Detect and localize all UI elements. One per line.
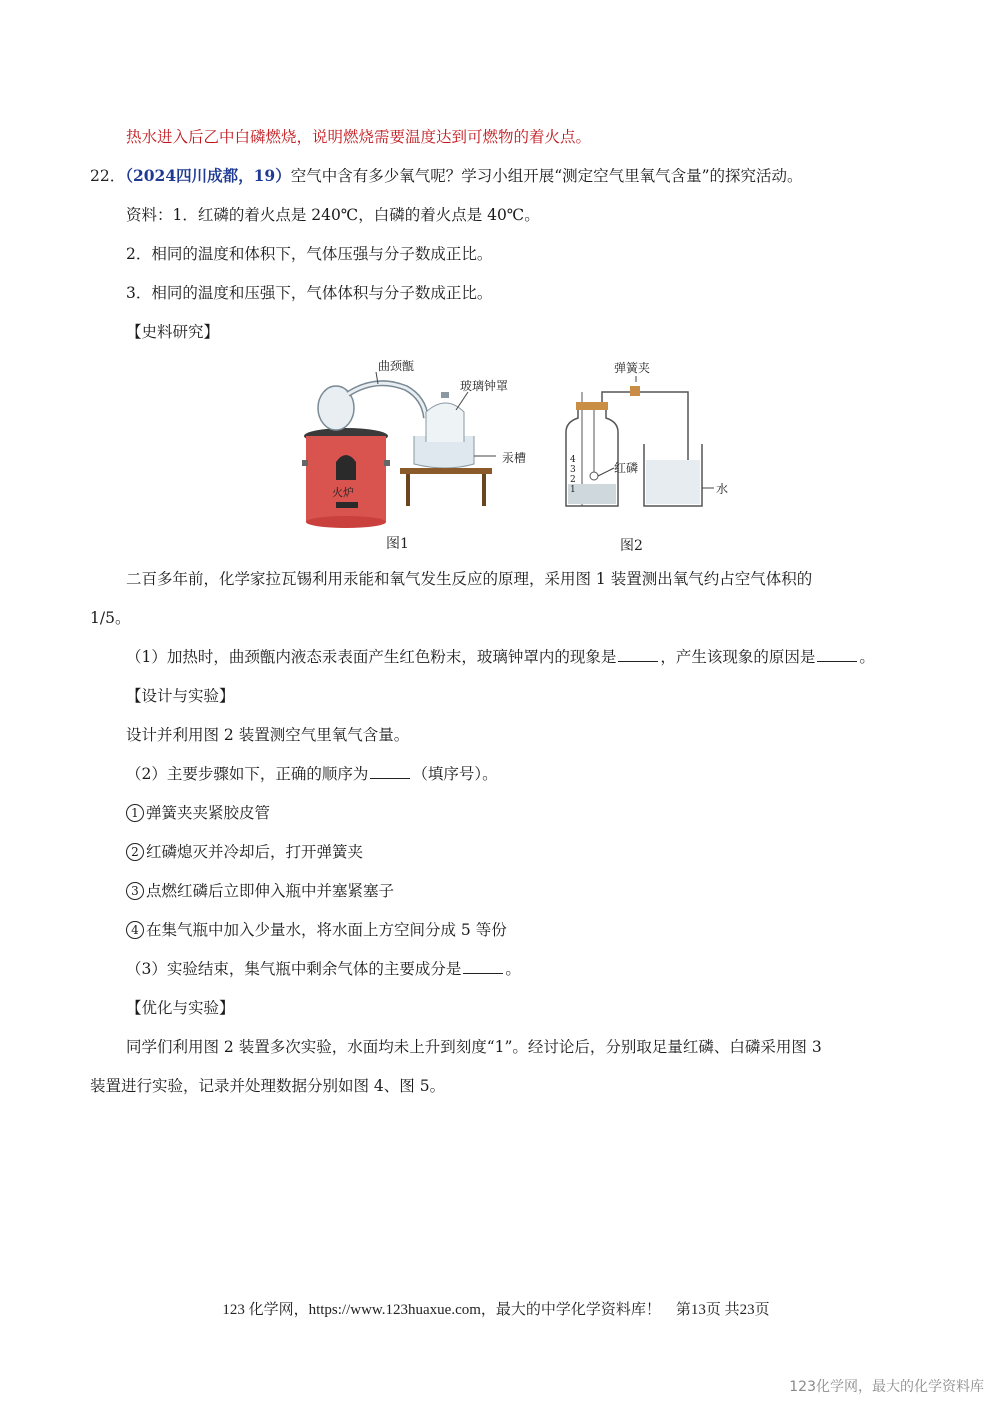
scale-3: 3 bbox=[570, 465, 576, 475]
retort bbox=[318, 358, 426, 430]
previous-answer: 热水进入后乙中白磷燃烧，说明燃烧需要温度达到可燃物的着火点。 bbox=[126, 128, 592, 146]
step-3-number: 3 bbox=[126, 882, 144, 900]
section-design: 【设计与实验】 bbox=[126, 687, 235, 705]
step-4 bbox=[126, 919, 507, 941]
history-text-2: 1/5。 bbox=[90, 609, 131, 627]
step-3 bbox=[126, 880, 394, 902]
furnace bbox=[302, 428, 390, 528]
scale-2: 2 bbox=[570, 475, 576, 485]
material-2: 2．相同的温度和体积下，气体压强与分子数成正比。 bbox=[126, 245, 493, 263]
q1-text-2: ，产生该现象的原因是 bbox=[660, 648, 816, 666]
optimize-text-1: 同学们利用图 2 装置多次实验，水面均未上升到刻度“1”。经讨论后，分别取足量红磷、白磷采用图 3 bbox=[126, 1038, 822, 1056]
q3-end: 。 bbox=[505, 960, 521, 978]
material-1: 资料：1．红磷的着火点是 240℃，白磷的着火点是 40℃。 bbox=[126, 206, 540, 224]
wooden-table bbox=[400, 468, 492, 506]
scale-1: 1 bbox=[570, 485, 576, 495]
question-3 bbox=[126, 958, 521, 980]
step-1-text: 弹簧夹夹紧胶皮管 bbox=[146, 804, 271, 822]
q3-blank[interactable] bbox=[463, 959, 503, 974]
question-stem: 空气中含有多少氧气呢？学习小组开展“测定空气里氧气含量”的探究活动。 bbox=[290, 167, 803, 185]
page-footer: 123 化学网，https://www.123huaxue.com，最大的中学化学资料库！ 第13页 共23页 bbox=[222, 1302, 770, 1318]
scale-4: 4 bbox=[570, 455, 576, 465]
water-label: 水 bbox=[716, 482, 729, 496]
figure-1-lavoisier-apparatus bbox=[296, 352, 546, 557]
red-phosphorus-label: 红磷 bbox=[614, 461, 639, 475]
step-1-number: 1 bbox=[126, 804, 144, 822]
q2-text-2: （填序号）。 bbox=[412, 765, 498, 783]
q2-text: （2）主要步骤如下，正确的顺序为 bbox=[126, 765, 369, 783]
optimize-text-2: 装置进行实验，记录并处理数据分别如图 4、图 5。 bbox=[90, 1077, 446, 1095]
step-3-text: 点燃红磷后立即伸入瓶中并塞紧塞子 bbox=[146, 882, 395, 900]
q1-text: （1）加热时，曲颈甑内液态汞表面产生红色粉末，玻璃钟罩内的现象是 bbox=[126, 648, 617, 666]
retort-label: 曲颈甑 bbox=[378, 359, 415, 373]
watermark: 123化学网，最大的化学资料库 bbox=[789, 1379, 984, 1395]
figure-2-caption: 图2 bbox=[620, 538, 643, 554]
step-4-number: 4 bbox=[126, 921, 144, 939]
spring-clip-label: 弹簧夹 bbox=[614, 361, 651, 375]
furnace-label: 火炉 bbox=[332, 486, 354, 499]
q1-blank-2[interactable] bbox=[817, 647, 857, 662]
figure-2-oxygen-apparatus bbox=[552, 361, 752, 557]
step-4-text: 在集气瓶中加入少量水，将水面上方空间分成 5 等份 bbox=[146, 921, 507, 939]
q1-blank-1[interactable] bbox=[618, 647, 658, 662]
question-2 bbox=[126, 763, 498, 785]
figure-1-caption: 图1 bbox=[386, 536, 409, 552]
section-history: 【史料研究】 bbox=[126, 323, 220, 341]
history-text-1: 二百多年前，化学家拉瓦锡利用汞能和氧气发生反应的原理，采用图 1 装置测出氧气约占空气体积的 bbox=[126, 570, 813, 588]
trough-label: 汞槽 bbox=[502, 451, 527, 465]
question-header bbox=[90, 165, 803, 187]
section-optimize: 【优化与实验】 bbox=[126, 999, 235, 1017]
beaker bbox=[644, 444, 728, 506]
q3-text: （3）实验结束，集气瓶中剩余气体的主要成分是 bbox=[126, 960, 462, 978]
step-2 bbox=[126, 841, 363, 863]
design-text: 设计并利用图 2 装置测空气里氧气含量。 bbox=[126, 726, 410, 744]
q1-end: 。 bbox=[859, 648, 875, 666]
question-source: （2024四川成都，19） bbox=[125, 166, 291, 185]
question-number: 22． bbox=[90, 167, 126, 185]
bell-jar-trough bbox=[414, 378, 526, 468]
gas-collecting-bottle bbox=[566, 392, 638, 506]
step-2-text: 红磷熄灭并冷却后，打开弹簧夹 bbox=[146, 843, 364, 861]
question-1 bbox=[126, 646, 875, 668]
step-1 bbox=[126, 802, 270, 824]
material-3: 3．相同的温度和压强下，气体体积与分子数成正比。 bbox=[126, 284, 493, 302]
bell-jar-label: 玻璃钟罩 bbox=[460, 379, 509, 393]
q2-blank[interactable] bbox=[370, 764, 410, 779]
step-2-number: 2 bbox=[126, 843, 144, 861]
